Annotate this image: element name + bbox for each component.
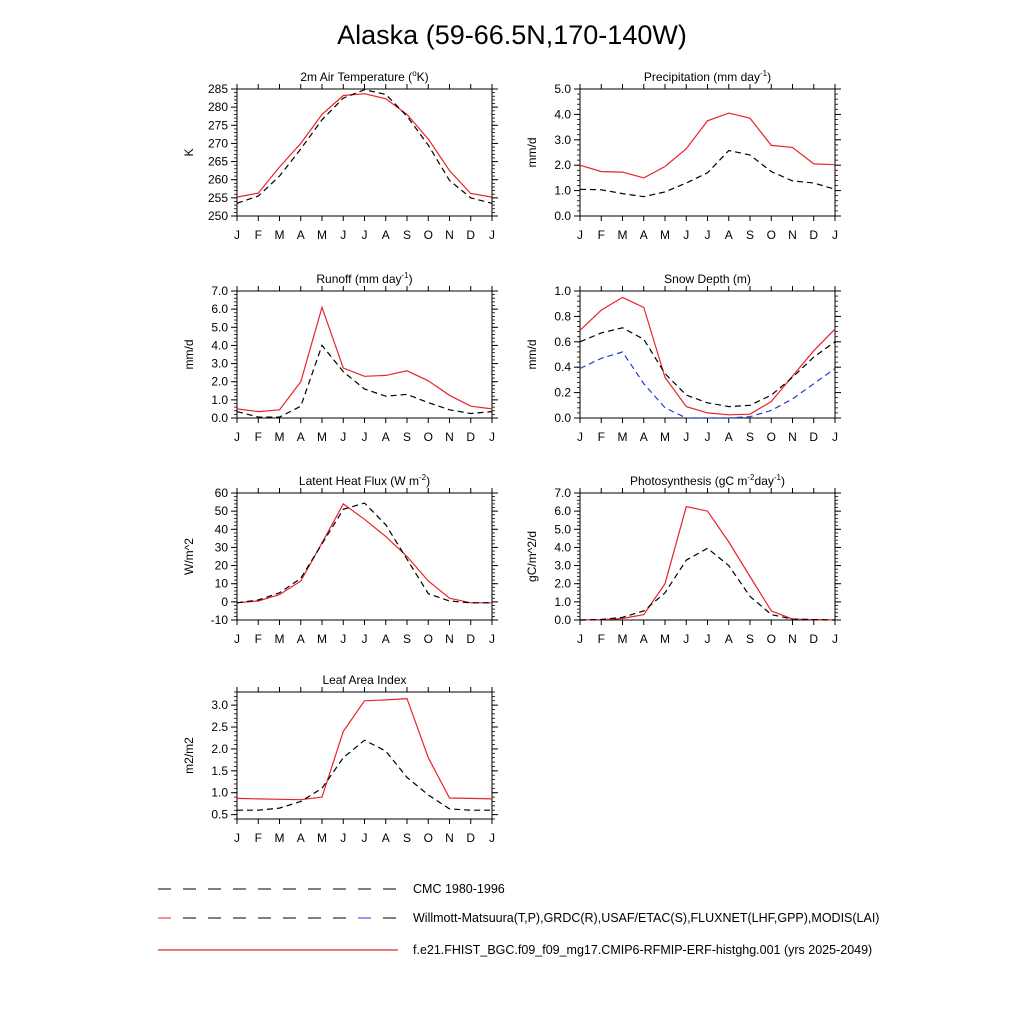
x-tick-label: M bbox=[660, 632, 670, 646]
x-tick-label: N bbox=[788, 228, 797, 242]
x-tick-label: A bbox=[381, 632, 390, 646]
x-tick-label: M bbox=[317, 632, 327, 646]
x-tick-label: N bbox=[445, 632, 454, 646]
y-tick-label: 0.4 bbox=[554, 360, 571, 375]
y-tick-label: 3.0 bbox=[554, 132, 571, 147]
x-tick-label: D bbox=[466, 430, 476, 444]
y-tick-label: 260 bbox=[207, 172, 228, 187]
plot-frame bbox=[237, 692, 492, 819]
x-tick-label: S bbox=[402, 632, 412, 646]
panel-5 bbox=[182, 473, 498, 646]
series-line-obs bbox=[580, 548, 835, 620]
series-line-model bbox=[580, 113, 835, 178]
y-tick-label: 0.6 bbox=[554, 334, 571, 349]
x-tick-label: A bbox=[381, 430, 390, 444]
x-tick-label: O bbox=[423, 632, 433, 646]
x-tick-label: D bbox=[466, 632, 476, 646]
x-tick-label: D bbox=[809, 430, 819, 444]
x-tick-label: J bbox=[234, 831, 240, 845]
x-tick-label: A bbox=[296, 831, 305, 845]
x-tick-label: F bbox=[254, 831, 262, 845]
y-tick-label: 0.0 bbox=[554, 411, 571, 425]
series-line-model bbox=[580, 297, 835, 414]
x-tick-label: J bbox=[234, 228, 240, 242]
x-tick-label: J bbox=[577, 228, 583, 242]
panel-title: Precipitation (mm day$^{-1}$) bbox=[643, 69, 772, 84]
x-tick-label: J bbox=[683, 430, 690, 444]
panel-6 bbox=[525, 473, 841, 646]
series-line-model bbox=[237, 504, 492, 603]
y-tick-label: 1.0 bbox=[554, 284, 571, 298]
panel-title: 2m Air Temperature ($^o$K) bbox=[300, 69, 429, 84]
legend-item-1 bbox=[158, 882, 505, 896]
y-tick-label: 250 bbox=[207, 209, 228, 223]
x-tick-label: F bbox=[254, 228, 262, 242]
x-tick-label: A bbox=[724, 430, 733, 444]
x-tick-label: S bbox=[402, 430, 412, 444]
series-line-obs bbox=[237, 90, 492, 204]
y-tick-label: 10 bbox=[214, 576, 228, 591]
x-tick-label: F bbox=[597, 632, 605, 646]
x-tick-label: J bbox=[361, 430, 368, 444]
x-tick-label: F bbox=[597, 430, 605, 444]
x-tick-label: J bbox=[683, 632, 690, 646]
x-tick-label: D bbox=[809, 228, 819, 242]
x-tick-label: A bbox=[381, 831, 390, 845]
x-tick-label: J bbox=[489, 831, 495, 845]
x-tick-label: J bbox=[489, 632, 495, 646]
x-tick-label: D bbox=[466, 831, 476, 845]
x-tick-label: M bbox=[274, 632, 285, 646]
legend-item-3 bbox=[158, 943, 872, 957]
legend-label: Willmott-Matsuura(T,P),GRDC(R),USAF/ETAC(S),FLUXNET(LHF,GPP),MODIS(LAI) bbox=[413, 911, 880, 925]
y-tick-label: 270 bbox=[207, 136, 228, 151]
panel-title: Runoff (mm day$^{-1}$) bbox=[316, 271, 413, 286]
x-tick-label: J bbox=[361, 831, 368, 845]
x-tick-label: M bbox=[617, 228, 628, 242]
x-tick-label: J bbox=[340, 430, 347, 444]
x-tick-label: A bbox=[639, 430, 648, 444]
x-tick-label: M bbox=[660, 228, 670, 242]
x-tick-label: M bbox=[274, 430, 285, 444]
series-line-model bbox=[237, 699, 492, 800]
x-tick-label: J bbox=[577, 632, 583, 646]
y-tick-label: 60 bbox=[214, 486, 228, 500]
y-tick-label: 40 bbox=[214, 522, 228, 537]
legend-label: CMC 1980-1996 bbox=[413, 882, 505, 896]
x-tick-label: J bbox=[704, 430, 711, 444]
x-tick-label: J bbox=[577, 430, 583, 444]
x-tick-label: J bbox=[361, 632, 368, 646]
x-tick-label: S bbox=[402, 831, 412, 845]
x-tick-label: M bbox=[617, 632, 628, 646]
figure-title: Alaska (59-66.5N,170-140W) bbox=[337, 20, 687, 50]
y-tick-label: 0.0 bbox=[554, 209, 571, 223]
legend bbox=[158, 882, 879, 957]
y-tick-label: 6.0 bbox=[554, 504, 571, 519]
x-tick-label: O bbox=[766, 430, 776, 444]
y-tick-label: 0.5 bbox=[211, 807, 228, 822]
x-tick-label: A bbox=[296, 430, 305, 444]
y-tick-label: 0.0 bbox=[211, 411, 228, 425]
panel-title: Latent Heat Flux (W $m^{-2}$) bbox=[298, 473, 431, 488]
panel-title: Snow Depth (m) bbox=[664, 272, 751, 286]
x-tick-label: M bbox=[317, 228, 327, 242]
y-tick-label: 4.0 bbox=[211, 338, 228, 353]
y-tick-label: 5.0 bbox=[554, 522, 571, 537]
x-tick-label: J bbox=[340, 632, 347, 646]
legend-item-2 bbox=[158, 911, 879, 925]
y-axis-label: mm/d bbox=[182, 339, 196, 370]
y-tick-label: 2.0 bbox=[211, 741, 228, 756]
x-tick-label: N bbox=[445, 430, 454, 444]
x-tick-label: O bbox=[423, 831, 433, 845]
x-tick-label: M bbox=[274, 228, 285, 242]
x-tick-label: S bbox=[402, 228, 412, 242]
y-tick-label: 2.5 bbox=[211, 720, 228, 735]
x-tick-label: A bbox=[296, 228, 305, 242]
legend-label: f.e21.FHIST_BGC.f09_f09_mg17.CMIP6-RFMIP-ERF-histghg.001 (yrs 2025-2049) bbox=[413, 943, 873, 957]
x-tick-label: A bbox=[639, 632, 648, 646]
y-axis-label: m2/m2 bbox=[182, 737, 196, 774]
y-tick-label: 7.0 bbox=[211, 284, 228, 298]
x-tick-label: J bbox=[340, 831, 347, 845]
y-tick-label: 2.0 bbox=[554, 576, 571, 591]
x-tick-label: A bbox=[296, 632, 305, 646]
y-tick-label: 20 bbox=[214, 558, 228, 573]
y-tick-label: 1.0 bbox=[211, 392, 228, 407]
x-tick-label: M bbox=[274, 831, 285, 845]
panel-title: Leaf Area Index bbox=[322, 673, 407, 687]
y-tick-label: 3.0 bbox=[211, 356, 228, 371]
y-tick-label: 0.2 bbox=[554, 385, 571, 400]
plot-frame bbox=[580, 89, 835, 216]
plot-frame bbox=[237, 89, 492, 216]
y-tick-label: 0.8 bbox=[554, 309, 571, 324]
x-tick-label: N bbox=[445, 831, 454, 845]
x-tick-label: F bbox=[254, 430, 262, 444]
series-line-obs bbox=[580, 151, 835, 197]
y-tick-label: 265 bbox=[207, 154, 228, 169]
panel-2 bbox=[525, 69, 841, 242]
y-axis-label: gC/m^2/d bbox=[525, 531, 539, 582]
y-tick-label: 1.5 bbox=[211, 763, 228, 778]
x-tick-label: J bbox=[704, 632, 711, 646]
x-tick-label: J bbox=[704, 228, 711, 242]
x-tick-label: J bbox=[832, 632, 838, 646]
y-axis-label: mm/d bbox=[525, 339, 539, 370]
panel-title: Photosynthesis (gC $m^{-2}day^{-1}$) bbox=[630, 473, 785, 488]
x-tick-label: O bbox=[423, 430, 433, 444]
series-line-obs bbox=[580, 328, 835, 407]
panel-7 bbox=[182, 673, 498, 845]
y-tick-label: 1.0 bbox=[554, 183, 571, 198]
plot-frame bbox=[580, 291, 835, 418]
x-tick-label: J bbox=[832, 228, 838, 242]
x-tick-label: J bbox=[489, 430, 495, 444]
x-tick-label: S bbox=[745, 430, 755, 444]
series-line-model bbox=[580, 507, 835, 620]
y-tick-label: 2.0 bbox=[554, 158, 571, 173]
x-tick-label: A bbox=[724, 228, 733, 242]
y-tick-label: -10 bbox=[210, 613, 228, 627]
x-tick-label: M bbox=[617, 430, 628, 444]
y-tick-label: 3.0 bbox=[554, 558, 571, 573]
x-tick-label: D bbox=[466, 228, 476, 242]
x-tick-label: J bbox=[234, 632, 240, 646]
y-tick-label: 0.0 bbox=[554, 613, 571, 627]
panel-3 bbox=[182, 271, 498, 444]
y-tick-label: 50 bbox=[214, 504, 228, 519]
x-tick-label: J bbox=[832, 430, 838, 444]
series-line-obs_alt bbox=[580, 352, 835, 418]
plot-frame bbox=[237, 291, 492, 418]
x-tick-label: J bbox=[683, 228, 690, 242]
x-tick-label: J bbox=[340, 228, 347, 242]
x-tick-label: S bbox=[745, 228, 755, 242]
x-tick-label: N bbox=[788, 632, 797, 646]
panels bbox=[182, 69, 841, 845]
x-tick-label: S bbox=[745, 632, 755, 646]
y-tick-label: 4.0 bbox=[554, 107, 571, 122]
x-tick-label: M bbox=[317, 831, 327, 845]
y-tick-label: 4.0 bbox=[554, 540, 571, 555]
series-line-obs bbox=[237, 345, 492, 417]
x-tick-label: N bbox=[788, 430, 797, 444]
panel-4 bbox=[525, 272, 841, 444]
series-line-model bbox=[237, 307, 492, 411]
y-tick-label: 5.0 bbox=[211, 320, 228, 335]
x-tick-label: F bbox=[254, 632, 262, 646]
x-tick-label: J bbox=[234, 430, 240, 444]
y-tick-label: 0 bbox=[221, 594, 228, 609]
x-tick-label: A bbox=[724, 632, 733, 646]
y-tick-label: 6.0 bbox=[211, 302, 228, 317]
series-line-model bbox=[237, 94, 492, 197]
x-tick-label: N bbox=[445, 228, 454, 242]
x-tick-label: D bbox=[809, 632, 819, 646]
x-tick-label: M bbox=[660, 430, 670, 444]
y-tick-label: 30 bbox=[214, 540, 228, 555]
x-tick-label: F bbox=[597, 228, 605, 242]
y-axis-label: K bbox=[182, 148, 196, 157]
y-axis-label: W/m^2 bbox=[182, 538, 196, 575]
y-tick-label: 255 bbox=[207, 190, 228, 205]
y-tick-label: 3.0 bbox=[211, 698, 228, 713]
y-tick-label: 1.0 bbox=[211, 785, 228, 800]
y-tick-label: 5.0 bbox=[554, 82, 571, 96]
series-line-obs bbox=[237, 503, 492, 603]
y-tick-label: 7.0 bbox=[554, 486, 571, 500]
panel-1 bbox=[182, 69, 498, 242]
x-tick-label: O bbox=[766, 632, 776, 646]
x-tick-label: O bbox=[766, 228, 776, 242]
y-tick-label: 285 bbox=[207, 82, 228, 96]
y-axis-label: mm/d bbox=[525, 137, 539, 168]
x-tick-label: O bbox=[423, 228, 433, 242]
x-tick-label: M bbox=[317, 430, 327, 444]
y-tick-label: 275 bbox=[207, 118, 228, 133]
y-tick-label: 2.0 bbox=[211, 374, 228, 389]
x-tick-label: A bbox=[639, 228, 648, 242]
x-tick-label: A bbox=[381, 228, 390, 242]
y-tick-label: 1.0 bbox=[554, 594, 571, 609]
y-tick-label: 280 bbox=[207, 100, 228, 115]
x-tick-label: J bbox=[361, 228, 368, 242]
x-tick-label: J bbox=[489, 228, 495, 242]
